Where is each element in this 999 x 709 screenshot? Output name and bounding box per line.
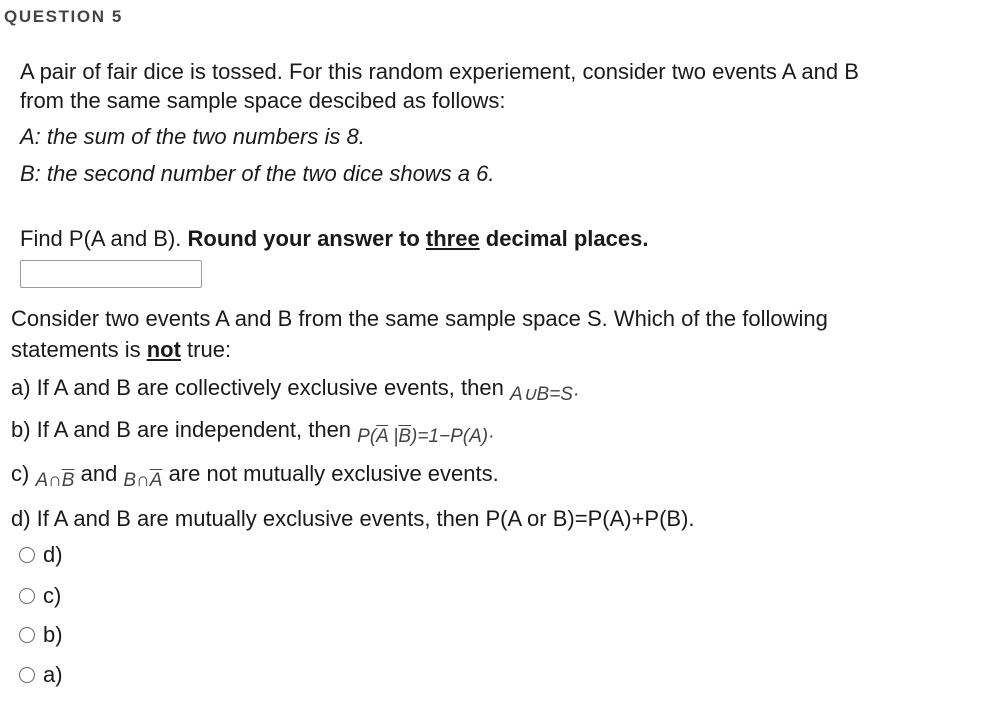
radio-button[interactable] bbox=[19, 588, 35, 604]
option-label: c) bbox=[43, 583, 62, 608]
event-a-definition: A: the sum of the two numbers is 8. bbox=[20, 124, 365, 149]
intersection-a-notb: $A\cap\overline{B}$ bbox=[35, 470, 75, 491]
event-b-definition: B: the second number of the two dice shows a 6. bbox=[20, 161, 495, 186]
option-c[interactable] bbox=[19, 583, 61, 609]
option-label: a) bbox=[43, 662, 63, 687]
statement-a: a) If A and B are collectively exclusive events, then A∪B=S· bbox=[11, 375, 580, 405]
rounding-instruction: Round your answer to three decimal places. bbox=[187, 226, 649, 251]
option-b[interactable] bbox=[19, 622, 63, 648]
statement-d: d) If A and B are mutually exclusive events, then P(A or B)=P(A)+P(B). bbox=[11, 506, 695, 531]
question-header: QUESTION 5 bbox=[4, 7, 123, 26]
radio-button[interactable] bbox=[19, 547, 35, 563]
conditional-probability-equation: $P(\overline{A}$ $|\overline{B})=1-P(A)\cdot$ bbox=[357, 426, 495, 447]
not-emphasis: not bbox=[146, 337, 181, 362]
radio-button[interactable] bbox=[19, 667, 35, 683]
statement-b: b) If A and B are independent, then $P(\overline{A}$ $|\overline{B})=1-P(A)\cdot$ bbox=[11, 417, 495, 447]
prompt-text: Find P(A and B). bbox=[20, 226, 188, 251]
option-d[interactable] bbox=[19, 542, 63, 568]
intro-line-1: A pair of fair dice is tossed. For this random experiement, consider two events A and B bbox=[20, 59, 859, 84]
option-label: b) bbox=[43, 622, 63, 647]
union-equation: A∪B=S· bbox=[509, 384, 580, 405]
intro-line-2: from the same sample space descibed as follows: bbox=[20, 88, 506, 113]
radio-button[interactable] bbox=[19, 627, 35, 643]
part2-line-1: Consider two events A and B from the same sample space S. Which of the following bbox=[11, 306, 828, 331]
statement-c: c) $A\cap\overline{B}$ and $B\cap\overline{A}$ are not mutually exclusive events. bbox=[11, 461, 499, 491]
part2-line-2: statements is not true: bbox=[11, 337, 232, 362]
answer-input[interactable] bbox=[20, 260, 202, 288]
option-a[interactable] bbox=[19, 662, 63, 688]
part1-prompt bbox=[20, 226, 648, 252]
intersection-b-nota: $B\cap\overline{A}$ bbox=[123, 470, 163, 491]
option-label: d) bbox=[43, 542, 63, 567]
